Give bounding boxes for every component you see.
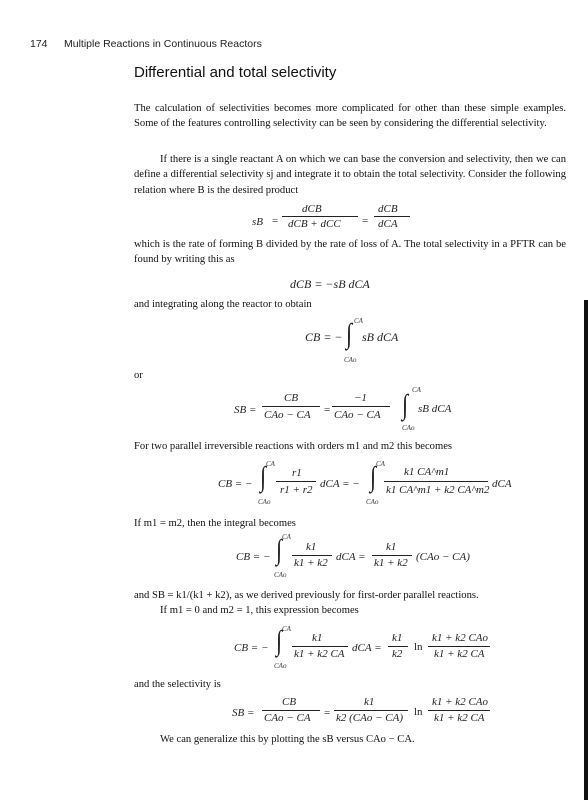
eq4-den2: CAo − CA [334, 409, 381, 421]
eq4-integral-icon: ∫ [402, 388, 409, 421]
eq8-den1: CAo − CA [264, 712, 311, 724]
eq4-num2: −1 [354, 392, 367, 404]
eq3-lower-limit: CAo [344, 356, 357, 364]
eq5-integral-icon: ∫ [260, 460, 267, 493]
eq4-lhs: SB = [234, 404, 257, 416]
eq7-mid: dCA = [352, 642, 382, 654]
eq6-num1: k1 [306, 541, 317, 553]
eq4-fracbar1 [262, 406, 320, 407]
eq8-fracbar3 [428, 710, 490, 711]
eq8-num3: k1 + k2 CAo [432, 696, 488, 708]
eq3-upper-limit: CA [354, 317, 363, 325]
page-number: 174 [30, 38, 48, 50]
eq6-den2: k1 + k2 [374, 557, 408, 569]
eq6-mid: dCA = [336, 551, 366, 563]
eq6-upper-limit: CA [282, 533, 291, 541]
eq7-num1: k1 [312, 632, 323, 644]
eq7-lower-limit: CAo [274, 662, 287, 670]
eq7-num3: k1 + k2 CAo [432, 632, 488, 644]
eq8-den2: k2 (CAo − CA) [336, 712, 403, 724]
eq5-lower-limit-2: CAo [366, 498, 379, 506]
eq3-integral-icon: ∫ [346, 317, 353, 350]
eq5-integral-icon-2: ∫ [370, 460, 377, 493]
eq5-fracbar2 [384, 481, 488, 482]
eq5-upper-limit-2: CA [376, 460, 385, 468]
eq2: dCB = −sB dCA [290, 277, 370, 291]
eq5-tail: dCA [492, 478, 512, 490]
paragraph-5: or [134, 370, 143, 381]
eq6-lower-limit: CAo [274, 571, 287, 579]
eq1-num1: dCB [302, 203, 322, 215]
section-title: Differential and total selectivity [134, 64, 337, 81]
eq7-fracbar3 [428, 646, 490, 647]
paragraph-4: and integrating along the reactor to obtain [134, 299, 312, 310]
eq4-upper-limit: CA [412, 386, 421, 394]
paragraph-6: For two parallel irreversible reactions with orders m1 and m2 this becomes [134, 441, 453, 452]
eq8-equals: = [324, 707, 331, 719]
eq7-den1: k1 + k2 CA [294, 648, 345, 660]
eq8-fracbar2 [334, 710, 408, 711]
paragraph-2: If there is a single reactant A on which we can base the conversion and selectivity, then we can define a differential selectivity sj and integrate it to obtain the total selectivity. Consider the following relation where B is the desired product [134, 154, 566, 196]
running-title: Multiple Reactions in Continuous Reactors [64, 38, 262, 50]
paragraph-10: and the selectivity is [134, 679, 221, 690]
eq4-equals: = [324, 404, 331, 416]
eq5-num2: k1 CA^m1 [404, 466, 450, 478]
eq6-num2: k1 [386, 541, 397, 553]
paragraph-9: If m1 = 0 and m2 = 1, this expression becomes [160, 605, 359, 616]
eq1-lhs: sB [252, 216, 263, 228]
eq8-den3: k1 + k2 CA [434, 712, 485, 724]
paragraph-7: If m1 = m2, then the integral becomes [134, 518, 296, 529]
eq7-den3: k1 + k2 CA [434, 648, 485, 660]
eq7-integral-icon: ∫ [276, 624, 283, 657]
eq4-den1: CAo − CA [264, 409, 311, 421]
eq7-fracbar2 [388, 646, 408, 647]
eq4-num1: CB [284, 392, 299, 404]
eq6-fracbar1 [292, 555, 332, 556]
eq1-den1: dCB + dCC [288, 218, 341, 230]
eq7-den2: k2 [392, 648, 403, 660]
eq8-lhs: SB = [232, 707, 255, 719]
eq5-num1: r1 [292, 467, 302, 479]
eq3-integrand: sB dCA [362, 330, 399, 344]
eq6-tail: (CAo − CA) [416, 551, 470, 563]
eq1-equals: = [272, 215, 279, 227]
eq1-fracbar1 [282, 216, 358, 217]
eq6-lhs: CB = − [236, 551, 271, 563]
scan-edge-shadow [584, 300, 588, 800]
eq5-mid: dCA = − [320, 478, 360, 490]
eq7-num2: k1 [392, 632, 403, 644]
paragraph-1: The calculation of selectivities becomes more complicated for other than these simple examples. Some of the features controlling selectivity can be seen by considering the differential selectivity. [134, 103, 566, 130]
eq6-fracbar2 [372, 555, 412, 556]
eq5-den2: k1 CA^m1 + k2 CA^m2 [386, 484, 490, 496]
eq5-fracbar1 [276, 481, 316, 482]
paragraph-11: We can generalize this by plotting the sB versus CAo − CA. [160, 734, 415, 745]
eq5-upper-limit: CA [266, 460, 275, 468]
eq8-fracbar1 [262, 710, 320, 711]
eq4-fracbar2 [332, 406, 390, 407]
eq1-equals2: = [362, 215, 369, 227]
eq7-fracbar1 [292, 646, 348, 647]
eq5-den1: r1 + r2 [280, 484, 313, 496]
eq7-lhs: CB = − [234, 642, 269, 654]
eq5-lower-limit: CAo [258, 498, 271, 506]
eq7-upper-limit: CA [282, 625, 291, 633]
eq1-num2: dCB [378, 203, 398, 215]
paragraph-8: and SB = k1/(k1 + k2), as we derived previously for first-order parallel reactions. [134, 590, 479, 601]
eq8-num1: CB [282, 696, 297, 708]
eq4-lower-limit: CAo [402, 424, 415, 432]
eq7-ln: ln [414, 641, 423, 653]
eq4-integrand: sB dCA [418, 403, 452, 415]
eq3-lhs: CB = − [305, 330, 343, 344]
eq6-integral-icon: ∫ [276, 533, 283, 566]
eq6-den1: k1 + k2 [294, 557, 328, 569]
eq8-ln: ln [414, 706, 423, 718]
eq5-lhs: CB = − [218, 478, 253, 490]
eq1-fracbar2 [374, 216, 410, 217]
eq1-den2: dCA [378, 218, 398, 230]
paragraph-3: which is the rate of forming B divided by the rate of loss of A. The total selectivity in a PFTR can be found by writing this as [134, 239, 566, 266]
eq8-num2: k1 [364, 696, 375, 708]
